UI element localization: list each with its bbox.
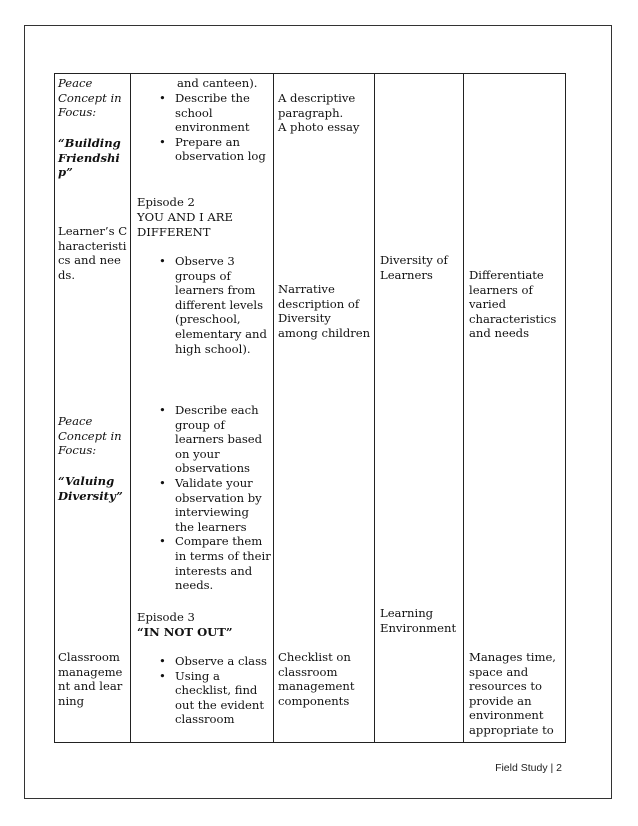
list-item: • Observe 3 groups of learners from different levels (preschool, elementary and high school). — [155, 254, 271, 356]
topic-diversity-of-learners: Diversity of Learners — [380, 253, 448, 282]
continued-text: and canteen). — [177, 76, 258, 90]
peace-concept-title-2: “Valuing Diversity” — [58, 474, 123, 503]
classroom-management-label: Classroom management and learning — [58, 650, 123, 708]
output-narrative-description: Narrative description of Diversity among children — [278, 282, 371, 340]
page-footer: Field Study | 2 — [495, 762, 562, 774]
episode3-title: “IN NOT OUT” — [137, 625, 233, 639]
episode2-activities-list-a — [155, 254, 271, 356]
list-item: • Describe the school environment — [155, 91, 271, 135]
output-descriptive-paragraph: A descriptive paragraph. — [278, 91, 356, 120]
episode3-activities-list — [155, 654, 271, 727]
list-item: • Observe a class — [155, 654, 271, 669]
list-item: • Validate your observation by interviewing the learners — [155, 476, 271, 534]
list-item: • Describe each group of learners based on your observations — [155, 403, 271, 476]
episode2-label: Episode 2 — [137, 195, 195, 209]
peace-concept-title-1: “Building Friendship” — [58, 136, 121, 180]
output-checklist: Checklist on classroom management components — [278, 650, 355, 708]
competency-differentiate-learners: Differentiate learners of varied characteristics and needs — [469, 268, 557, 341]
topic-learning-environment: Learning Environment — [380, 606, 457, 635]
list-item: • Compare them in terms of their interests and needs. — [155, 534, 271, 592]
peace-concept-label-2: Peace Concept in Focus: — [58, 414, 122, 458]
output-photo-essay: A photo essay — [278, 120, 360, 134]
episode1-activities-list — [155, 91, 271, 164]
episode2-title: YOU AND I ARE DIFFERENT — [137, 210, 233, 239]
episode2-activities-list-b — [155, 403, 271, 593]
episode3-label: Episode 3 — [137, 610, 195, 624]
learner-characteristics-label: Learner’s Characteristics and needs. — [58, 224, 128, 282]
list-item: • Using a checklist, find out the evident classroom — [155, 669, 271, 727]
competency-manages-time: Manages time, space and resources to provide an environment appropriate to — [469, 650, 556, 737]
list-item: • Prepare an observation log — [155, 135, 271, 164]
peace-concept-label-1: Peace Concept in Focus: — [58, 76, 122, 120]
